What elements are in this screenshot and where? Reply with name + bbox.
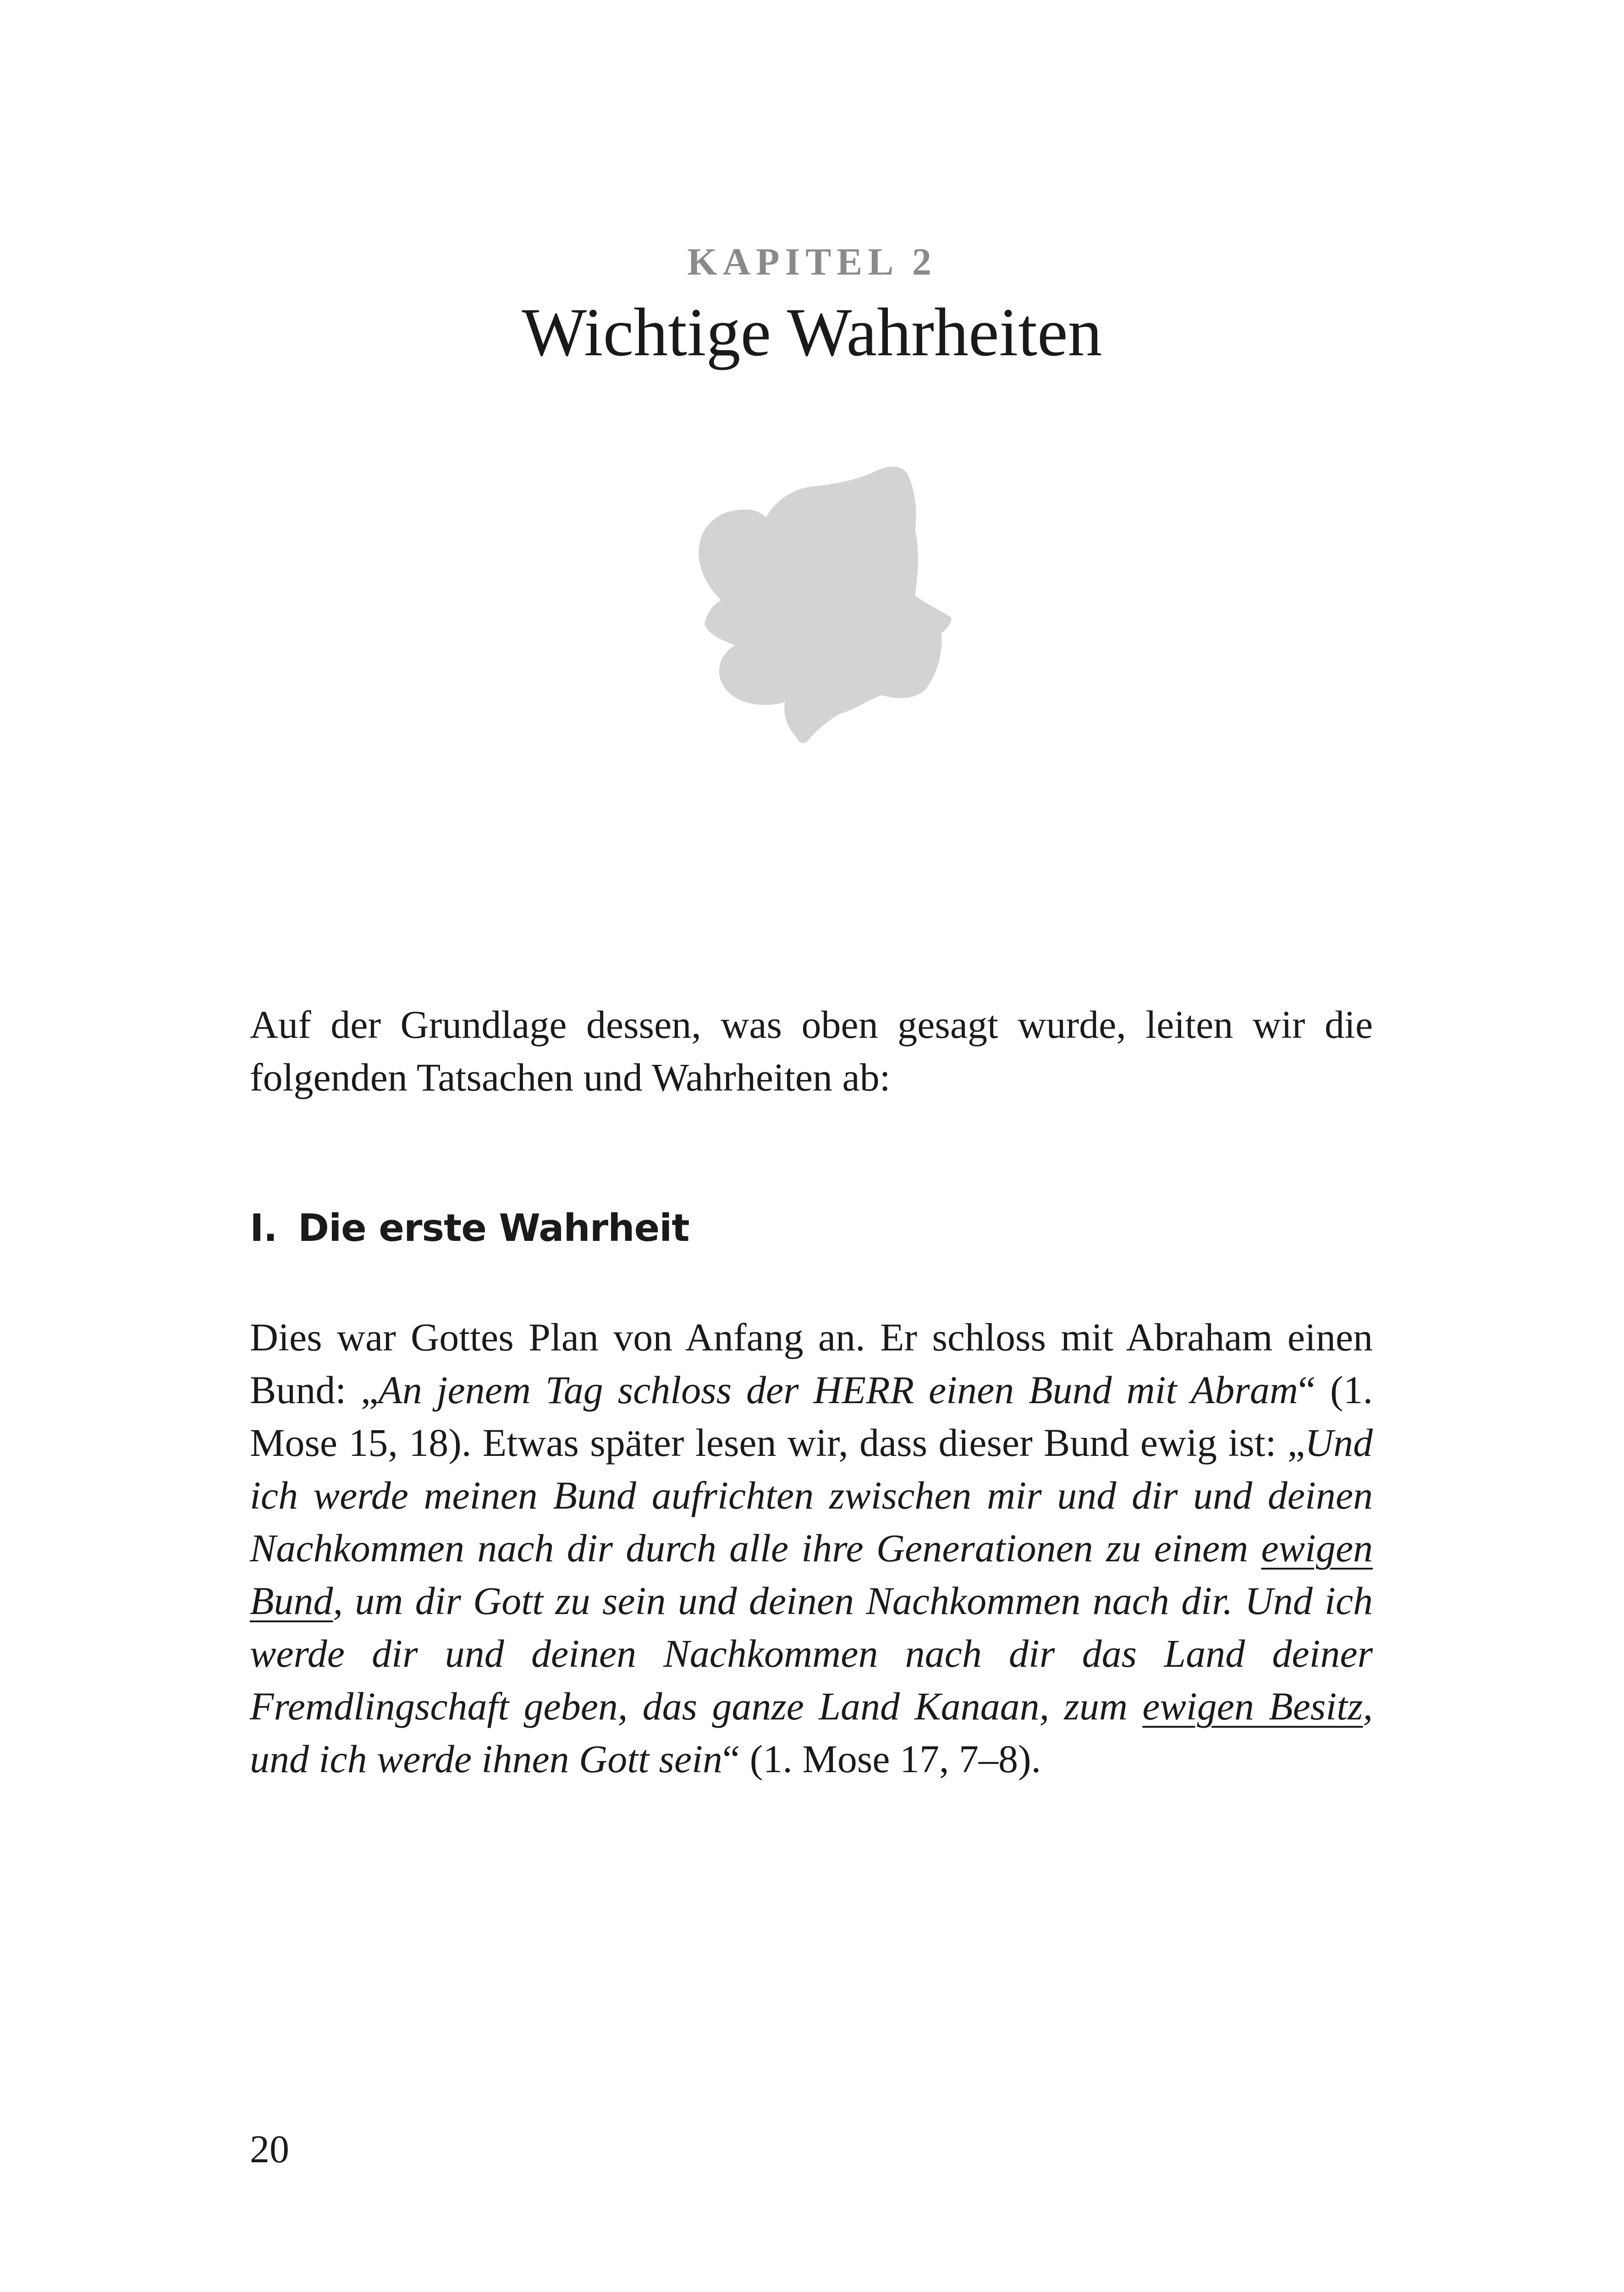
paragraph-text: “ (1. Mose 17, 7–8). xyxy=(722,1737,1041,1781)
underlined-emphasis: ewigen Bund xyxy=(250,1526,1373,1623)
flower-ornament-icon xyxy=(678,463,963,747)
chapter-title: Wichtige Wahrheiten xyxy=(522,294,1102,370)
scripture-quote: , und ich werde ihnen Gott sein xyxy=(250,1684,1373,1781)
scripture-quote: Und ich werde meinen Bund aufrichten zwischen mir und dir und deinen Nachkommen nach dir durch alle ihre Generationen zu einem xyxy=(250,1421,1373,1570)
section-heading xyxy=(250,1208,689,1249)
intro-paragraph: Auf der Grundlage dessen, was oben gesagt wurde, leiten wir die folgenden Tatsachen und Wahrheiten ab: xyxy=(250,1003,1373,1099)
paragraph-text: Dies war Gottes Plan von Anfang an. Er schloss mit Abraham einen Bund: „ xyxy=(250,1315,1373,1412)
chapter-kicker: KAPITEL 2 xyxy=(687,241,937,283)
truth-paragraph xyxy=(250,1311,1373,1785)
page-number: 20 xyxy=(250,2127,289,2171)
paragraph-text: “ (1. Mose 15, 18). Etwas später lesen wir, dass dieser Bund ewig ist: „ xyxy=(250,1368,1373,1465)
section-number: I. xyxy=(250,1207,277,1250)
underlined-emphasis: ewigen Besitz xyxy=(1142,1684,1363,1728)
scripture-quote: , um dir Gott zu sein und deinen Nachkommen nach dir. Und ich werde dir und deinen Nachkommen nach dir das Land deiner Fremdlingschaft geben, das ganze Land Kanaan, zum xyxy=(250,1579,1373,1728)
scripture-quote: An jenem Tag schloss der HERR einen Bund mit Abram xyxy=(378,1368,1298,1412)
section-title: Die erste Wahrheit xyxy=(298,1207,689,1250)
